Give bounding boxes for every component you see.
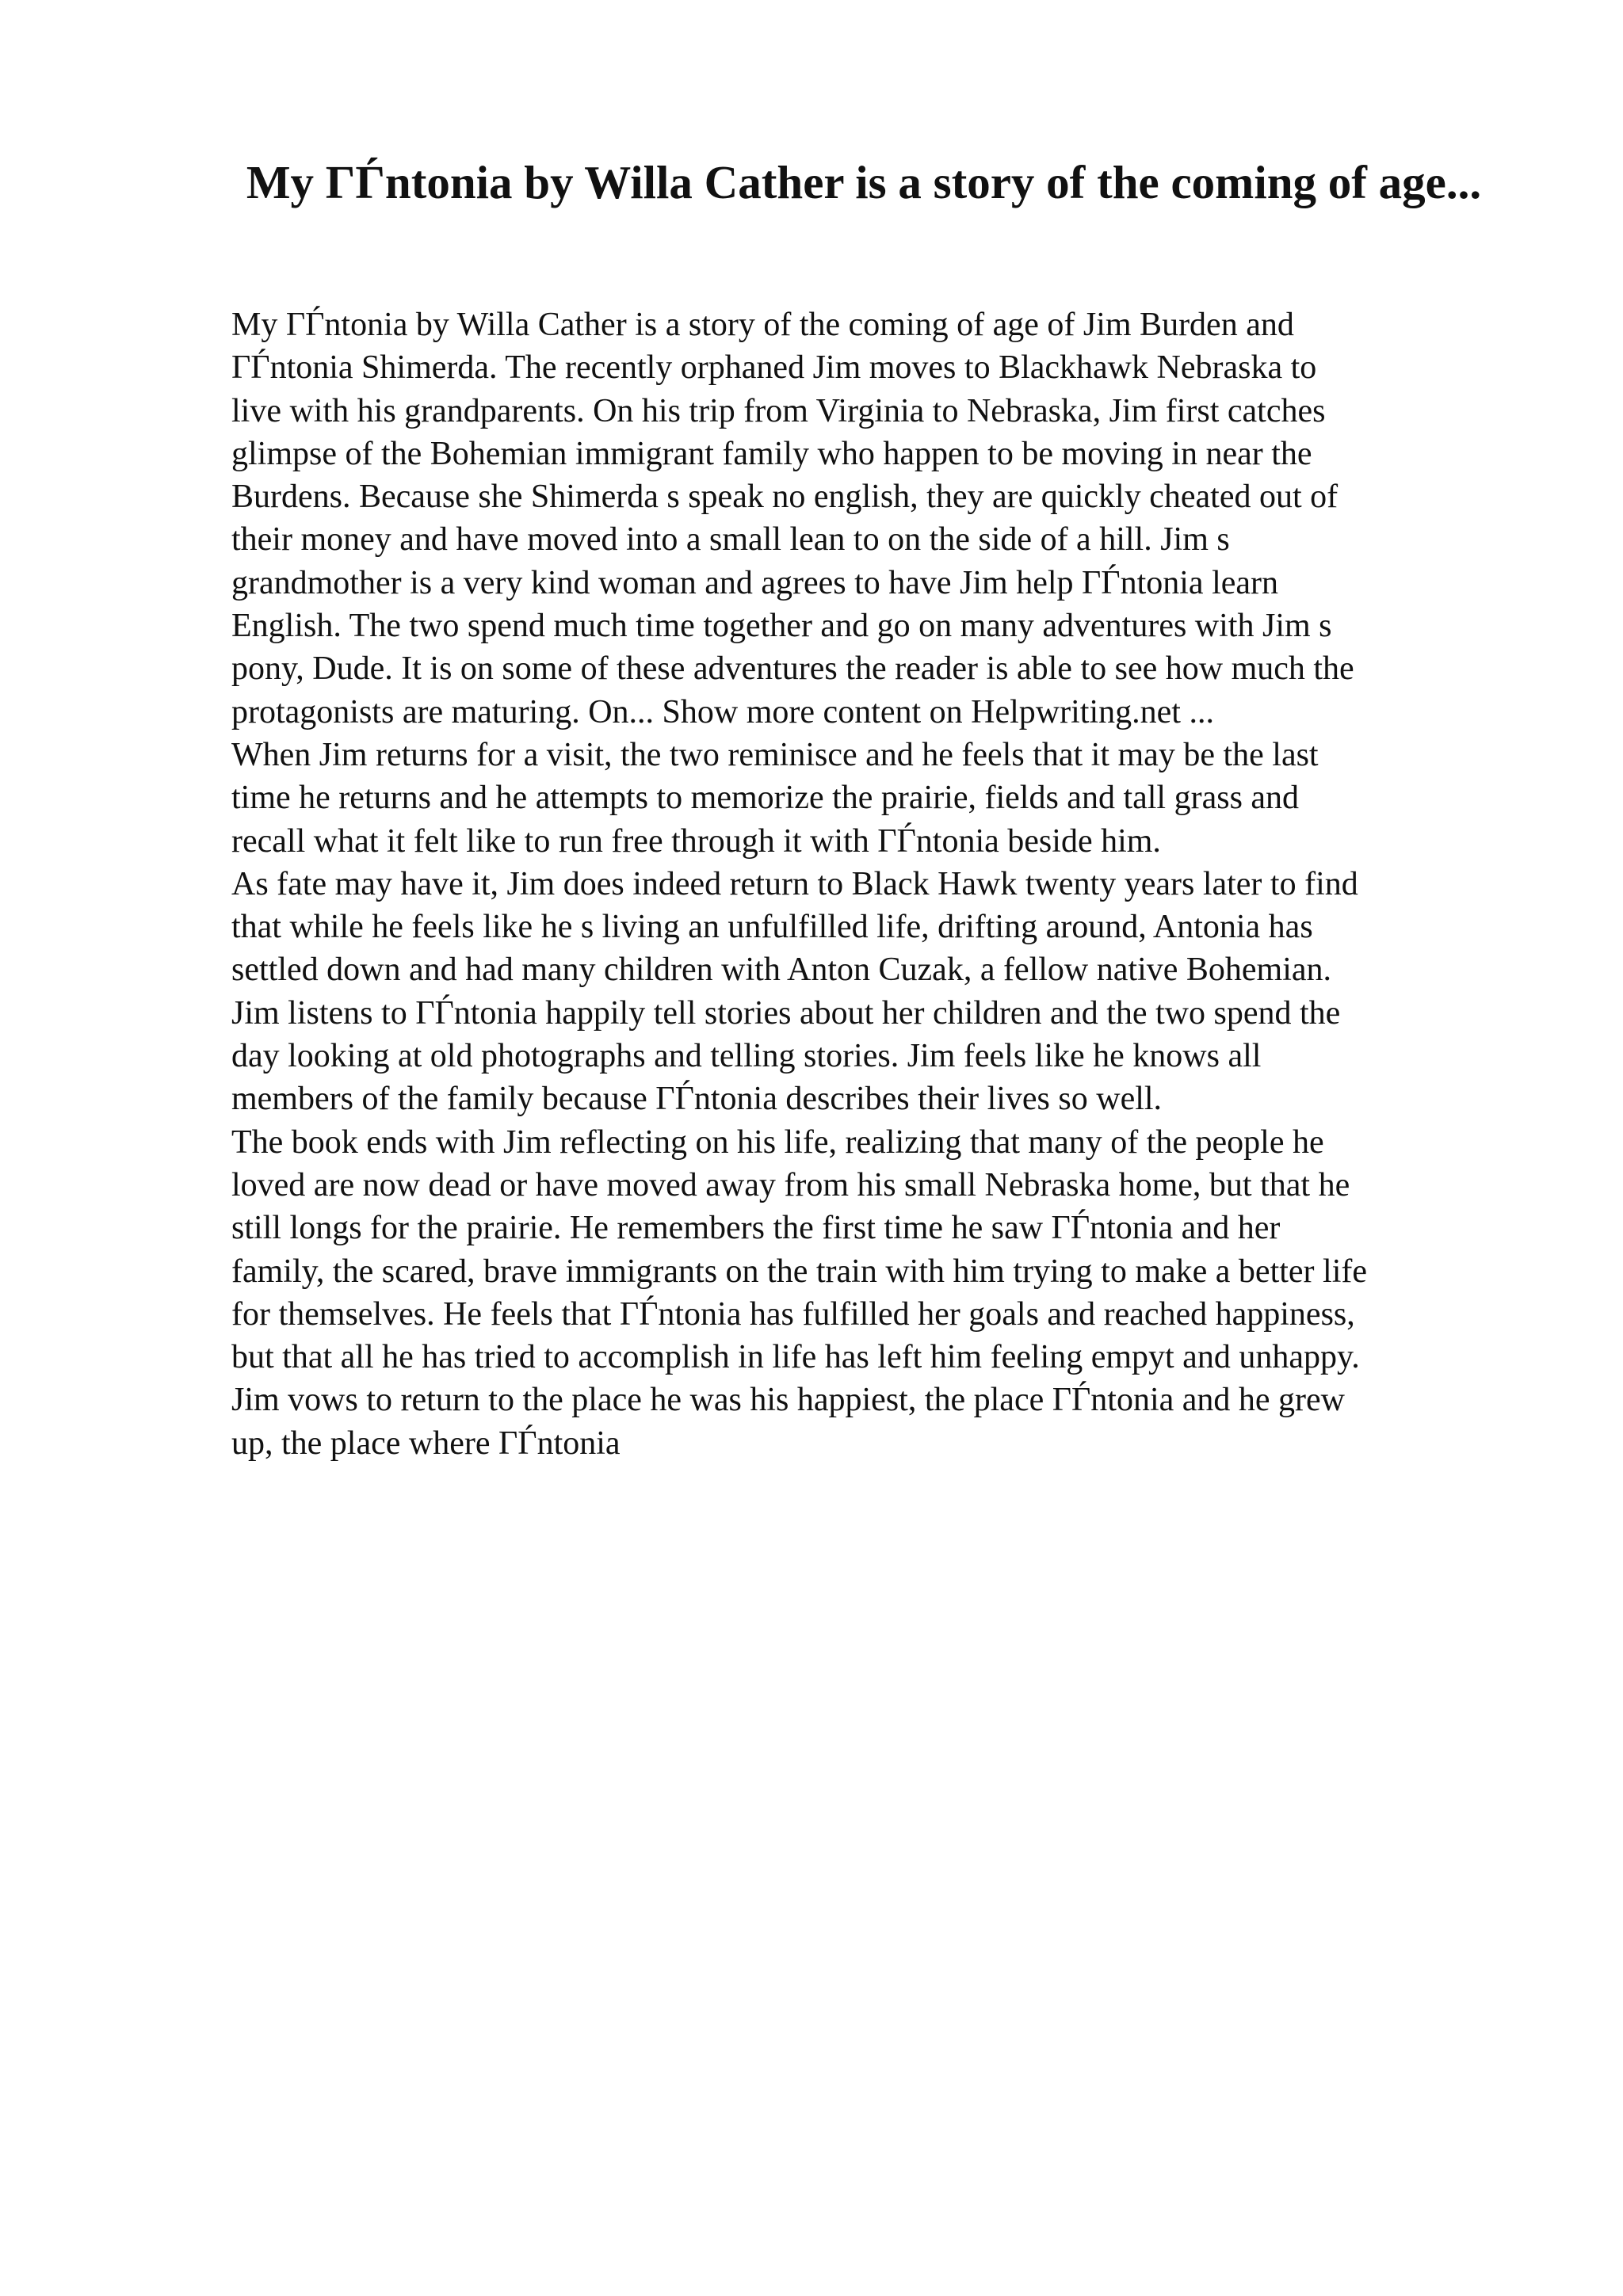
- body-text-line: live with his grandparents. On his trip from Virginia to Nebraska, Jim first catches: [231, 392, 1326, 429]
- body-text-line: family, the scared, brave immigrants on the train with him trying to make a better life: [231, 1253, 1368, 1290]
- body-text-line: time he returns and he attempts to memorize the prairie, fields and tall grass and: [231, 780, 1300, 817]
- body-text-line: When Jim returns for a visit, the two reminisce and he feels that it may be the last: [231, 736, 1319, 773]
- body-text-line: English. The two spend much time together and go on many adventures with Jim s: [231, 608, 1332, 645]
- body-text-line: day looking at old photographs and telling stories. Jim feels like he knows all: [231, 1038, 1262, 1075]
- body-text-line: recall what it felt like to run free through it with ΓЃntonia beside him.: [231, 822, 1161, 860]
- body-text-line: protagonists are maturing. On... Show more content on Helpwriting.net ...: [231, 693, 1214, 730]
- document-title: My ΓЃntonia by Willa Cather is a story of the coming of age...: [246, 156, 1482, 208]
- body-text-line: glimpse of the Bohemian immigrant family who happen to be moving in near the: [231, 435, 1312, 472]
- body-text-line: The book ends with Jim reflecting on his life, realizing that many of the people he: [231, 1123, 1324, 1161]
- body-text-line: their money and have moved into a small lean to on the side of a hill. Jim s: [231, 521, 1230, 559]
- body-text-line: members of the family because ΓЃntonia describes their lives so well.: [231, 1081, 1163, 1118]
- body-text-line: settled down and had many children with Anton Cuzak, a fellow native Bohemian.: [231, 952, 1332, 989]
- body-text-line: ΓЃntonia Shimerda. The recently orphaned Jim moves to Blackhawk Nebraska to: [231, 349, 1317, 387]
- body-text-line: grandmother is a very kind woman and agrees to have Jim help ΓЃntonia learn: [231, 564, 1279, 601]
- body-text-line: Jim listens to ΓЃntonia happily tell stories about her children and the two spend the: [231, 994, 1341, 1032]
- body-text-line: Jim vows to return to the place he was his happiest, the place ΓЃntonia and he grew: [231, 1382, 1346, 1419]
- document-body: [231, 303, 1515, 1465]
- body-text-line: up, the place where ΓЃntonia: [231, 1425, 621, 1462]
- body-text-line: that while he feels like he s living an unfulfilled life, drifting around, Antonia has: [231, 909, 1313, 946]
- body-text-line: My ΓЃntonia by Willa Cather is a story of the coming of age of Jim Burden and: [231, 307, 1294, 343]
- body-text-line: pony, Dude. It is on some of these adventures the reader is able to see how much the: [231, 650, 1354, 688]
- body-text-line: but that all he has tried to accomplish in life has left him feeling empyt and unhappy.: [231, 1339, 1360, 1376]
- body-text-line: for themselves. He feels that ΓЃntonia has fulfilled her goals and reached happiness,: [231, 1295, 1355, 1333]
- body-text-line: Burdens. Because she Shimerda s speak no english, they are quickly cheated out of: [231, 479, 1338, 516]
- body-text-line: still longs for the prairie. He remembers the first time he saw ΓЃntonia and her: [231, 1210, 1281, 1247]
- body-text-line: loved are now dead or have moved away from his small Nebraska home, but that he: [231, 1166, 1350, 1203]
- body-text-line: As fate may have it, Jim does indeed return to Black Hawk twenty years later to find: [231, 865, 1358, 902]
